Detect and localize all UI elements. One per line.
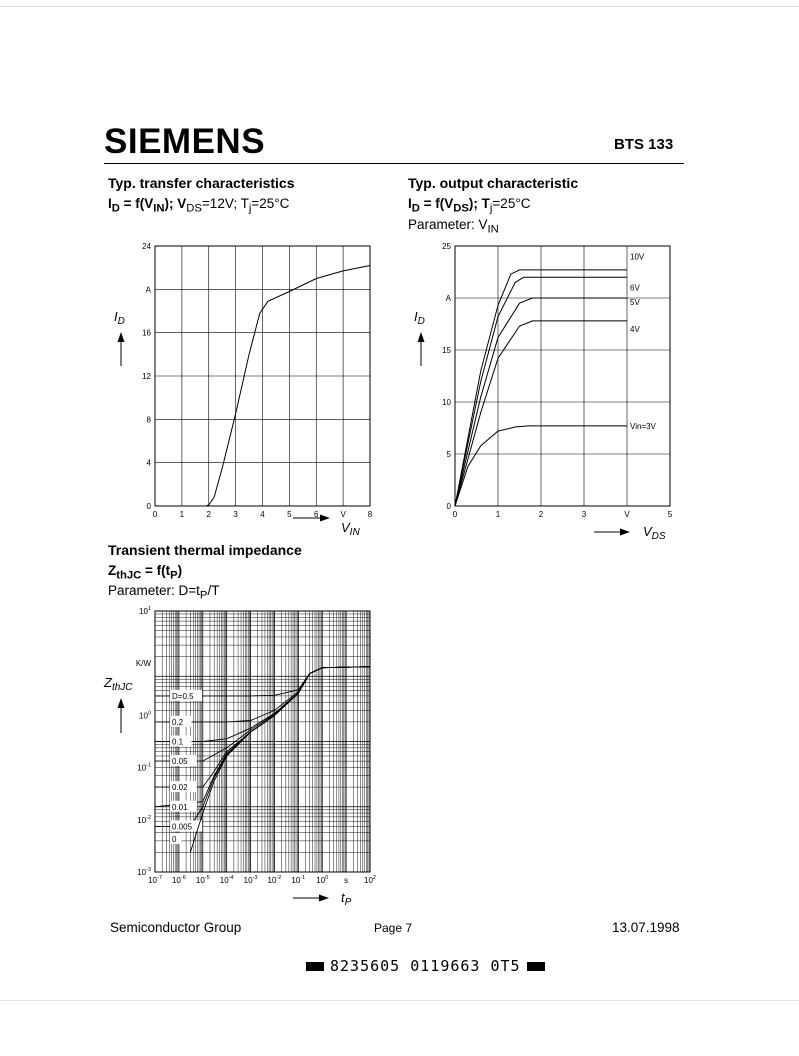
output-y-tick: 5 (446, 450, 451, 459)
thermal-x-tick: $10^{-3}$ (243, 875, 258, 885)
transfer-y-tick: 4 (146, 458, 151, 468)
output-parameter: Parameter: $V_{IN}$ (408, 217, 499, 236)
transfer-y-tick: 24 (142, 242, 151, 251)
output-x-tick: 2 (538, 510, 544, 519)
transfer-x-tick: 5 (287, 510, 292, 519)
output-y-tick: 10 (442, 398, 451, 407)
thermal-x-tick: $10^{-2}$ (267, 875, 282, 885)
thermal-x-tick: $10^{-6}$ (171, 875, 186, 885)
thermal-y-arrow-head (118, 698, 125, 708)
thermal-x-tick: $10^{-4}$ (219, 875, 234, 885)
thermal-curve (155, 667, 370, 742)
thermal-series-label: 0 (172, 835, 177, 845)
output-series-label: 10V (630, 252, 645, 262)
transfer-x-tick: 1 (179, 510, 185, 519)
transfer-x-tick: 0 (152, 510, 158, 519)
output-y-arrow-head (418, 332, 425, 342)
output-x-tick: 1 (495, 510, 501, 519)
output-y-tick: 0 (446, 502, 451, 511)
thermal-x-tick: $10^2$ (364, 875, 376, 885)
thermal-series-label: 0.2 (172, 717, 184, 727)
thermal-formula: $Z_{thJC} = f(t_P)$ (108, 563, 183, 582)
thermal-y-label: $Z_{thJC}$ (104, 675, 133, 693)
transfer-formula: $I_D = f(V_{IN})$; $V_{DS}=12V$; $T_j=25^\circ C$ (108, 196, 290, 215)
thermal-y-tick: $10^{-1}$ (137, 762, 151, 773)
transfer-x-tick: 4 (260, 510, 265, 519)
output-y-tick: 15 (442, 346, 451, 355)
footer-left: Semiconductor Group (110, 920, 242, 935)
thermal-series-label: 0.1 (172, 737, 184, 747)
thermal-y-tick: $10^{-3}$ (137, 867, 151, 877)
thermal-series-label: 0.05 (172, 757, 188, 767)
output-series-label: Vin=3V (630, 421, 656, 431)
barcode-block-right (527, 962, 545, 971)
transfer-y-arrow-head (118, 332, 125, 342)
thermal-y-tick: K/W (135, 659, 151, 669)
thermal-series-label: 0.01 (172, 802, 188, 812)
footer-page: Page 7 (374, 921, 413, 935)
thermal-x-tick: $10^{-5}$ (195, 875, 210, 885)
thermal-x-tick: $10^0$ (316, 875, 329, 885)
output-series-label: 6V (630, 283, 640, 293)
thermal-curve (155, 667, 370, 787)
transfer-x-arrow-head (320, 515, 330, 522)
transfer-title: Typ. transfer characteristics (108, 175, 295, 191)
thermal-y-tick: $10^1$ (139, 606, 151, 616)
barcode-text: 8235605 0119663 0T5 (330, 957, 521, 975)
thermal-parameter: Parameter: $D=t_P/T$ (108, 583, 220, 602)
thermal-series-label: 0.02 (172, 783, 188, 793)
part-number: BTS 133 (614, 136, 674, 153)
output-title: Typ. output characteristic (408, 175, 579, 191)
thermal-x-arrow-head (319, 895, 329, 902)
thermal-title: Transient thermal impedance (108, 542, 302, 558)
output-x-tick: 0 (452, 510, 458, 519)
transfer-x-tick: 6 (314, 510, 319, 519)
output-x-tick: V (624, 510, 630, 519)
transfer-y-tick: A (145, 285, 151, 295)
transfer-x-tick: 8 (367, 510, 373, 519)
thermal-curve (155, 667, 370, 761)
output-y-label: $I_D$ (414, 309, 425, 327)
output-x-tick: 3 (581, 510, 587, 519)
thermal-x-tick: $10^{-7}$ (148, 875, 162, 885)
transfer-x-label: $V_{IN}$ (341, 520, 360, 538)
scan-line-bottom (0, 1000, 799, 1001)
output-y-tick: 25 (442, 242, 451, 251)
transfer-y-label: $I_D$ (114, 309, 125, 327)
output-series-label: 5V (630, 298, 640, 308)
transfer-x-tick: 3 (233, 510, 238, 519)
thermal-y-tick: $10^{-2}$ (137, 814, 151, 825)
footer-date: 13.07.1998 (612, 920, 680, 935)
thermal-series-label: 0.005 (172, 822, 193, 832)
thermal-x-tick: s (344, 876, 349, 885)
output-x-tick: 5 (667, 510, 673, 519)
transfer-y-tick: 0 (146, 502, 151, 511)
barcode (300, 957, 551, 975)
output-x-arrow-head (620, 529, 630, 536)
output-x-label: $V_{DS}$ (643, 524, 666, 542)
thermal-y-tick: $10^0$ (139, 710, 151, 721)
output-formula: $I_D = f(V_{DS})$; $T_j=25^\circ C$ (408, 196, 531, 215)
company-logo: SIEMENS (104, 122, 266, 161)
transfer-y-tick: 16 (142, 328, 151, 338)
transfer-x-tick: V (340, 510, 346, 519)
transfer-y-tick: 8 (146, 415, 151, 425)
transfer-x-tick: 2 (206, 510, 211, 519)
thermal-x-tick: $10^{-1}$ (291, 875, 306, 885)
thermal-series-label: D=0.5 (172, 691, 194, 701)
output-series-label: 4V (630, 325, 640, 335)
barcode-block-left (306, 962, 324, 971)
output-y-tick: A (445, 294, 451, 303)
thermal-x-label: $t_P$ (341, 890, 352, 908)
transfer-y-tick: 12 (142, 372, 151, 381)
